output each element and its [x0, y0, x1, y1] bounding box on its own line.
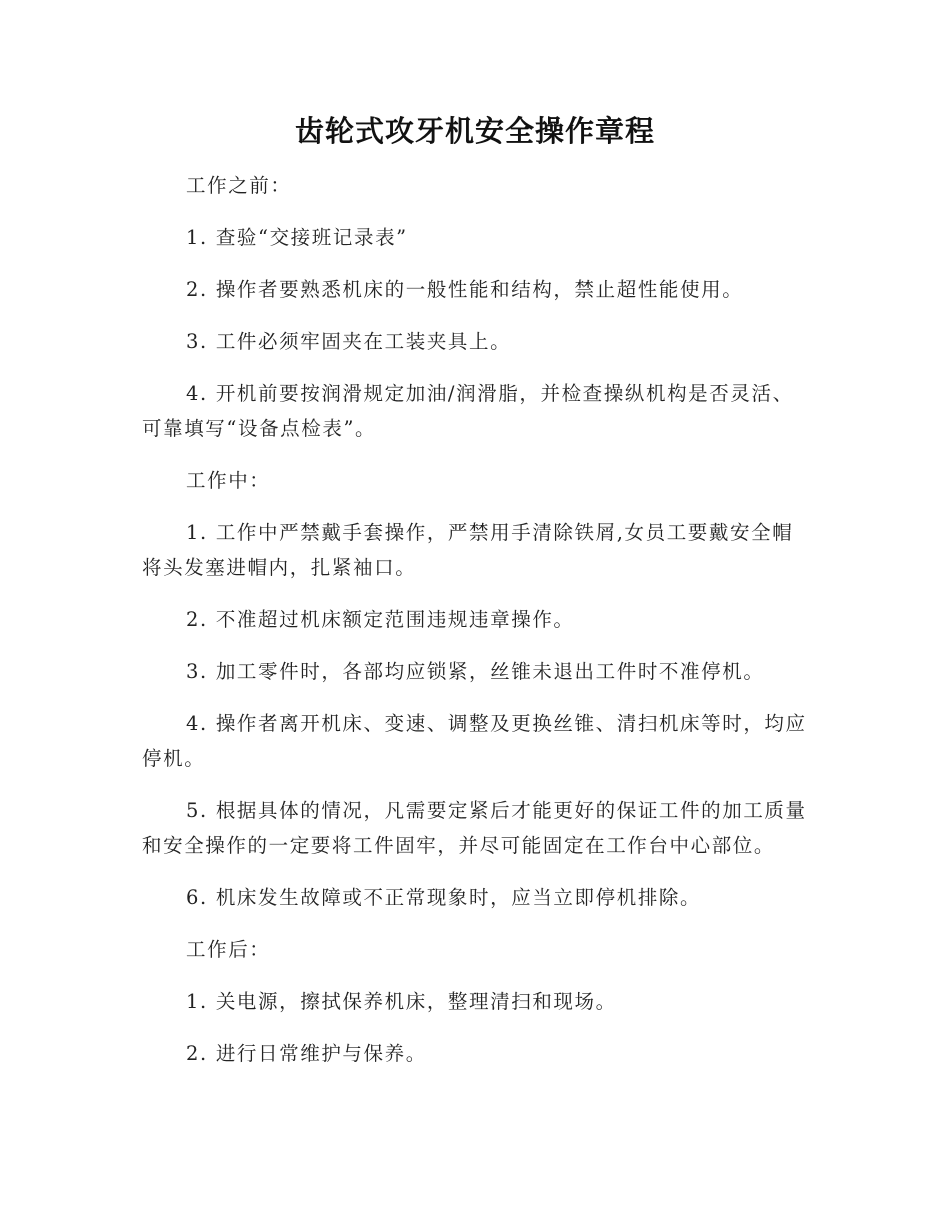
item-text: 根据具体的情况，凡需要定紧后才能更好的保证工件的加工质量和安全操作的一定要将工件固牢，并尽可能固定在工作台中心部位。 [142, 799, 807, 857]
item-number: 2. [186, 278, 208, 301]
item-number: 4. [186, 382, 208, 405]
item-text: 进行日常维护与保养。 [215, 1042, 427, 1065]
item-number: 1. [186, 990, 208, 1013]
item-number: 4. [186, 712, 208, 735]
item-text: 工作中严禁戴手套操作，严禁用手清除铁屑,女员工要戴安全帽将头发塞进帽内，扎紧袖口。 [142, 521, 794, 579]
list-item [142, 706, 810, 776]
list-item [142, 984, 810, 1019]
item-text: 查验“交接班记录表” [215, 226, 408, 249]
list-item [142, 220, 810, 255]
list-item [142, 654, 810, 689]
item-text: 关电源，擦拭保养机床，整理清扫和现场。 [215, 990, 617, 1013]
list-item [142, 880, 810, 915]
item-text: 操作者要熟悉机床的一般性能和结构，禁止超性能使用。 [215, 278, 744, 301]
list-item [142, 793, 810, 863]
item-number: 5. [186, 799, 208, 822]
item-text: 开机前要按润滑规定加油/润滑脂，并检查操纵机构是否灵活、可靠填写“设备点检表”。 [142, 382, 794, 440]
list-item [142, 324, 810, 359]
item-number: 3. [186, 660, 208, 683]
document-title: 齿轮式攻牙机安全操作章程 [294, 114, 655, 148]
item-number: 3. [186, 330, 208, 353]
list-item [142, 1036, 810, 1071]
section-heading-during-work: 工作中： [186, 469, 271, 492]
list-item [142, 602, 810, 637]
list-item [142, 376, 810, 446]
item-number: 2. [186, 1042, 208, 1065]
item-text: 工件必须牢固夹在工装夹具上。 [215, 330, 512, 353]
item-text: 加工零件时，各部均应锁紧，丝锥未退出工件时不准停机。 [215, 660, 765, 683]
item-number: 6. [186, 886, 208, 909]
item-number: 2. [186, 608, 208, 631]
section-heading-before-work: 工作之前： [186, 174, 292, 197]
item-text: 机床发生故障或不正常现象时，应当立即停机排除。 [215, 886, 702, 909]
item-number: 1. [186, 521, 208, 544]
list-item [142, 515, 810, 585]
item-number: 1. [186, 226, 208, 249]
list-item [142, 272, 810, 307]
item-text: 操作者离开机床、变速、调整及更换丝锥、清扫机床等时，均应停机。 [142, 712, 807, 770]
item-text: 不准超过机床额定范围违规违章操作。 [215, 608, 575, 631]
document-body [142, 168, 810, 1088]
section-heading-after-work: 工作后： [186, 938, 271, 961]
